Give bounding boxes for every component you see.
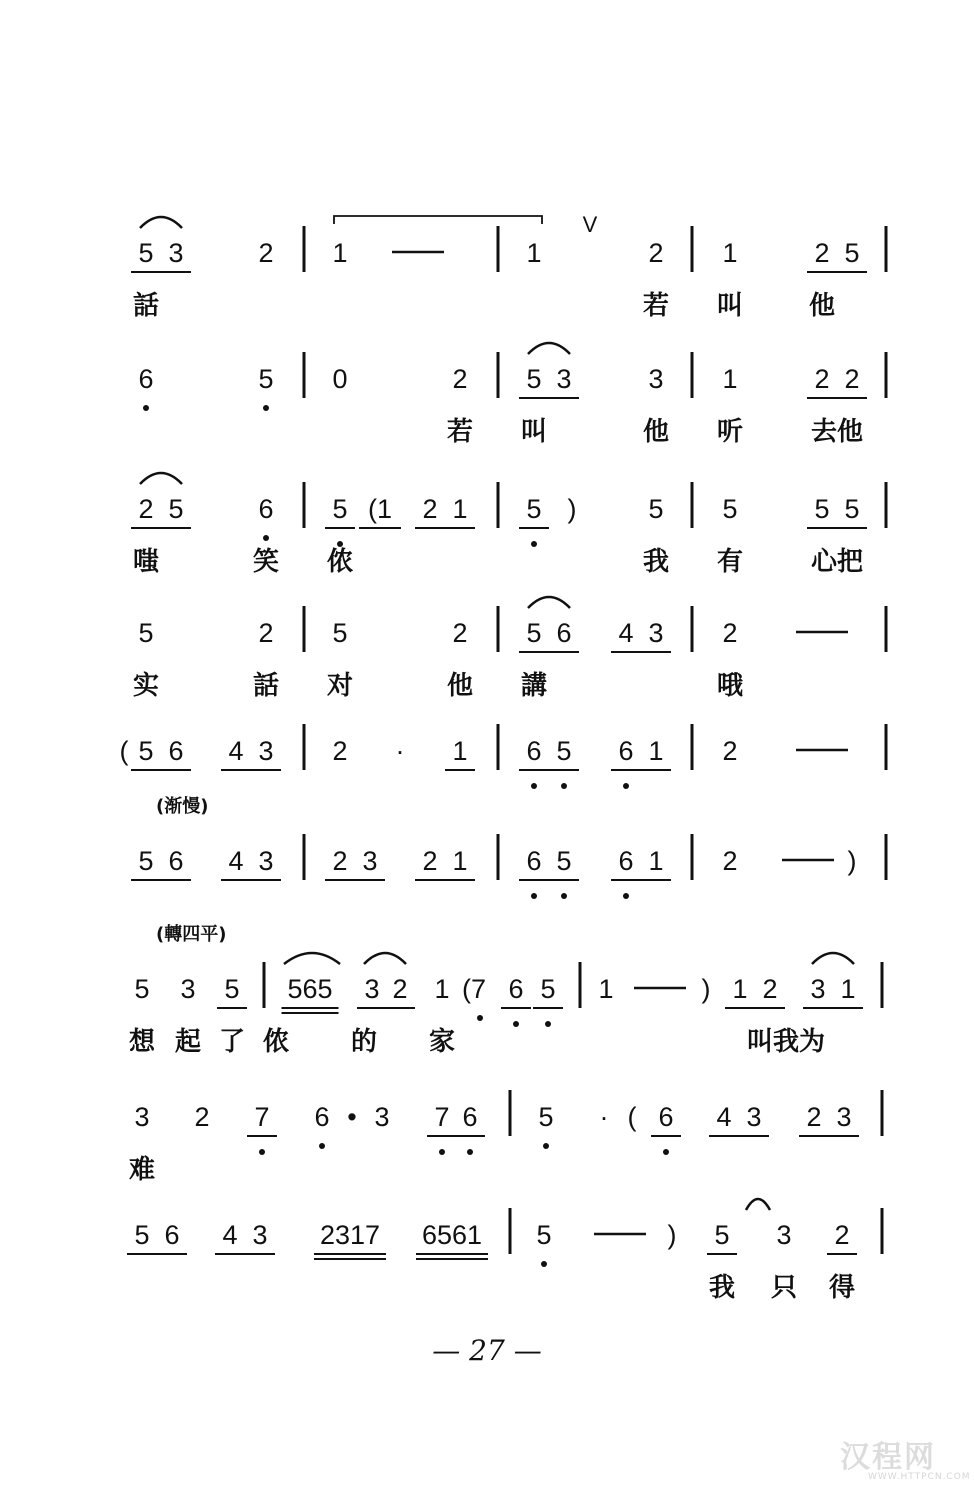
note: 2 [422, 494, 438, 524]
note: • [347, 1102, 357, 1132]
note: 1 [732, 974, 748, 1004]
note: 5 [526, 494, 542, 524]
lyric: 他 [642, 417, 670, 447]
lyric: 侬 [262, 1027, 290, 1057]
note: 565 [287, 974, 333, 1004]
note: 3 [374, 1102, 390, 1132]
low-octave-dot [561, 783, 567, 789]
note: 2 [258, 238, 274, 268]
score-system [131, 473, 886, 577]
note: 5 [224, 974, 240, 1004]
note: 1 [452, 846, 468, 876]
lyric: 去他 [810, 417, 864, 447]
note: 2 [452, 618, 468, 648]
slur [528, 343, 570, 354]
note: 2 [834, 1220, 850, 1250]
lyric: 对 [326, 671, 354, 701]
slur [364, 953, 406, 964]
note: ) [667, 1220, 677, 1250]
note: 5 [168, 494, 184, 524]
note: 5 [556, 736, 572, 766]
note: ( [119, 736, 129, 766]
slur [746, 1199, 770, 1210]
note: 6 [138, 364, 154, 394]
score-system [138, 343, 886, 447]
note: 5 [138, 618, 154, 648]
note: (7 [461, 974, 487, 1004]
low-octave-dot [541, 1261, 547, 1267]
note: 3 [776, 1220, 792, 1250]
note: 5 [138, 736, 154, 766]
note: 2 [194, 1102, 210, 1132]
note: 3 [810, 974, 826, 1004]
note: 5 [526, 364, 542, 394]
low-octave-dot [531, 783, 537, 789]
breath-mark: V [582, 212, 598, 237]
tempo-marking: (轉四平) [156, 924, 227, 945]
slur [140, 217, 182, 228]
score-system [127, 1199, 882, 1303]
note: 2 [332, 736, 348, 766]
lyric: 他 [446, 671, 474, 701]
note: 5 [722, 494, 738, 524]
note: 7 [254, 1102, 270, 1132]
note: 5 [258, 364, 274, 394]
note: ) [847, 846, 857, 876]
score-system [129, 923, 882, 1057]
note: 2 [806, 1102, 822, 1132]
low-octave-dot [319, 1143, 325, 1149]
note: 3 [648, 618, 664, 648]
low-octave-dot [513, 1021, 519, 1027]
note: 6 [526, 846, 542, 876]
note: 3 [556, 364, 572, 394]
note: 3 [364, 974, 380, 1004]
note: 5 [714, 1220, 730, 1250]
note: 6 [618, 846, 634, 876]
note: 2 [452, 364, 468, 394]
note: 1 [434, 974, 450, 1004]
note: 1 [452, 736, 468, 766]
low-octave-dot [467, 1149, 473, 1155]
lyric: 有 [716, 547, 744, 577]
note: · [599, 1102, 609, 1132]
note: 3 [746, 1102, 762, 1132]
note: 6 [526, 736, 542, 766]
note: 6 [168, 736, 184, 766]
note: 6 [164, 1220, 180, 1250]
note: 5 [332, 618, 348, 648]
low-octave-dot [663, 1149, 669, 1155]
note: 5 [538, 1102, 554, 1132]
note: 2 [762, 974, 778, 1004]
lyric: 得 [828, 1273, 856, 1303]
low-octave-dot [263, 535, 269, 541]
note: 5 [332, 494, 348, 524]
page-number: — 27 — [432, 1334, 542, 1367]
lyric: 哦 [716, 671, 744, 701]
lyric: 嗤 [132, 547, 160, 577]
note: 6561 [421, 1220, 483, 1250]
tempo-marking: (渐慢) [156, 796, 209, 817]
score-system [131, 212, 886, 321]
note: 4 [228, 736, 244, 766]
note: 2 [648, 238, 664, 268]
note: 5 [138, 238, 154, 268]
note: 2 [722, 846, 738, 876]
note: 5 [540, 974, 556, 1004]
slur [284, 953, 340, 964]
note: (1 [367, 494, 393, 524]
low-octave-dot [259, 1149, 265, 1155]
note: 3 [258, 736, 274, 766]
lyric: 叫我为 [746, 1027, 826, 1057]
note: ) [567, 494, 577, 524]
lyric: 若 [446, 417, 474, 447]
note: 5 [556, 846, 572, 876]
low-octave-dot [531, 893, 537, 899]
note: 6 [556, 618, 572, 648]
slur [812, 953, 854, 964]
note: · [395, 736, 405, 766]
low-octave-dot [545, 1021, 551, 1027]
low-octave-dot [561, 893, 567, 899]
note: 3 [252, 1220, 268, 1250]
note: 1 [648, 846, 664, 876]
lyric: 笑 [252, 547, 280, 577]
note: 1 [840, 974, 856, 1004]
note: 7 [434, 1102, 450, 1132]
note: 2 [138, 494, 154, 524]
note: 2 [814, 364, 830, 394]
note: 3 [168, 238, 184, 268]
note: 1 [526, 238, 542, 268]
low-octave-dot [623, 783, 629, 789]
lyric: 叫 [520, 417, 548, 447]
note: 4 [222, 1220, 238, 1250]
note: 2 [844, 364, 860, 394]
note: 6 [618, 736, 634, 766]
lyric: 实 [132, 671, 160, 701]
watermark-url: WWW.HTTPCN.COM [868, 1472, 971, 1482]
note: 1 [452, 494, 468, 524]
note: 2 [332, 846, 348, 876]
note: 3 [134, 1102, 150, 1132]
low-octave-dot [439, 1149, 445, 1155]
note: 4 [618, 618, 634, 648]
note: 5 [134, 974, 150, 1004]
slur [140, 473, 182, 484]
note: 5 [844, 494, 860, 524]
note: 1 [332, 238, 348, 268]
lyric: 他 [808, 291, 836, 321]
note: 2 [814, 238, 830, 268]
slur [528, 597, 570, 608]
note: 2 [258, 618, 274, 648]
lyric: 我 [642, 547, 670, 577]
note: ( [627, 1102, 637, 1132]
low-octave-dot [477, 1015, 483, 1021]
lyric: 我 [708, 1273, 736, 1303]
lyric: 若 [642, 291, 670, 321]
note: 1 [722, 364, 738, 394]
lyric: 只 [770, 1273, 798, 1303]
lyric: 叫 [716, 291, 744, 321]
lyric: 听 [716, 417, 744, 447]
note: ) [701, 974, 711, 1004]
note: 3 [362, 846, 378, 876]
tie [334, 216, 542, 224]
note: 5 [134, 1220, 150, 1250]
note: 6 [168, 846, 184, 876]
note: 5 [536, 1220, 552, 1250]
lyric: 起 [174, 1027, 202, 1057]
low-octave-dot [623, 893, 629, 899]
note: 2 [392, 974, 408, 1004]
lyric: 难 [128, 1155, 156, 1185]
note: 2 [422, 846, 438, 876]
note: 3 [648, 364, 664, 394]
lyric: 話 [132, 291, 160, 321]
low-octave-dot [263, 405, 269, 411]
note: 5 [138, 846, 154, 876]
note: 2 [722, 618, 738, 648]
note: 6 [258, 494, 274, 524]
note: 6 [314, 1102, 330, 1132]
lyric: 講 [520, 671, 548, 701]
lyric: 的 [350, 1027, 378, 1057]
note: 6 [508, 974, 524, 1004]
lyric: 心把 [810, 547, 864, 577]
note: 4 [228, 846, 244, 876]
lyric: 了 [218, 1027, 246, 1057]
note: 3 [180, 974, 196, 1004]
note: 1 [722, 238, 738, 268]
lyric: 話 [252, 671, 280, 701]
score-system [129, 1090, 882, 1185]
note: 1 [648, 736, 664, 766]
score-system [120, 724, 887, 789]
low-octave-dot [543, 1143, 549, 1149]
watermark-logo: 汉程网 [840, 1440, 936, 1475]
note: 6 [462, 1102, 478, 1132]
note: 6 [658, 1102, 674, 1132]
note: 5 [648, 494, 664, 524]
low-octave-dot [143, 405, 149, 411]
note: 1 [598, 974, 614, 1004]
note: 5 [844, 238, 860, 268]
lyric: 侬 [326, 547, 354, 577]
score-system [133, 597, 886, 701]
note: 5 [526, 618, 542, 648]
score-system [131, 795, 886, 899]
lyric: 想 [128, 1027, 156, 1057]
low-octave-dot [531, 541, 537, 547]
note: 5 [814, 494, 830, 524]
note: 3 [258, 846, 274, 876]
note: 2 [722, 736, 738, 766]
note: 3 [836, 1102, 852, 1132]
lyric: 家 [428, 1027, 456, 1057]
note: 0 [332, 364, 348, 394]
note: 2317 [319, 1220, 381, 1250]
note: 4 [716, 1102, 732, 1132]
